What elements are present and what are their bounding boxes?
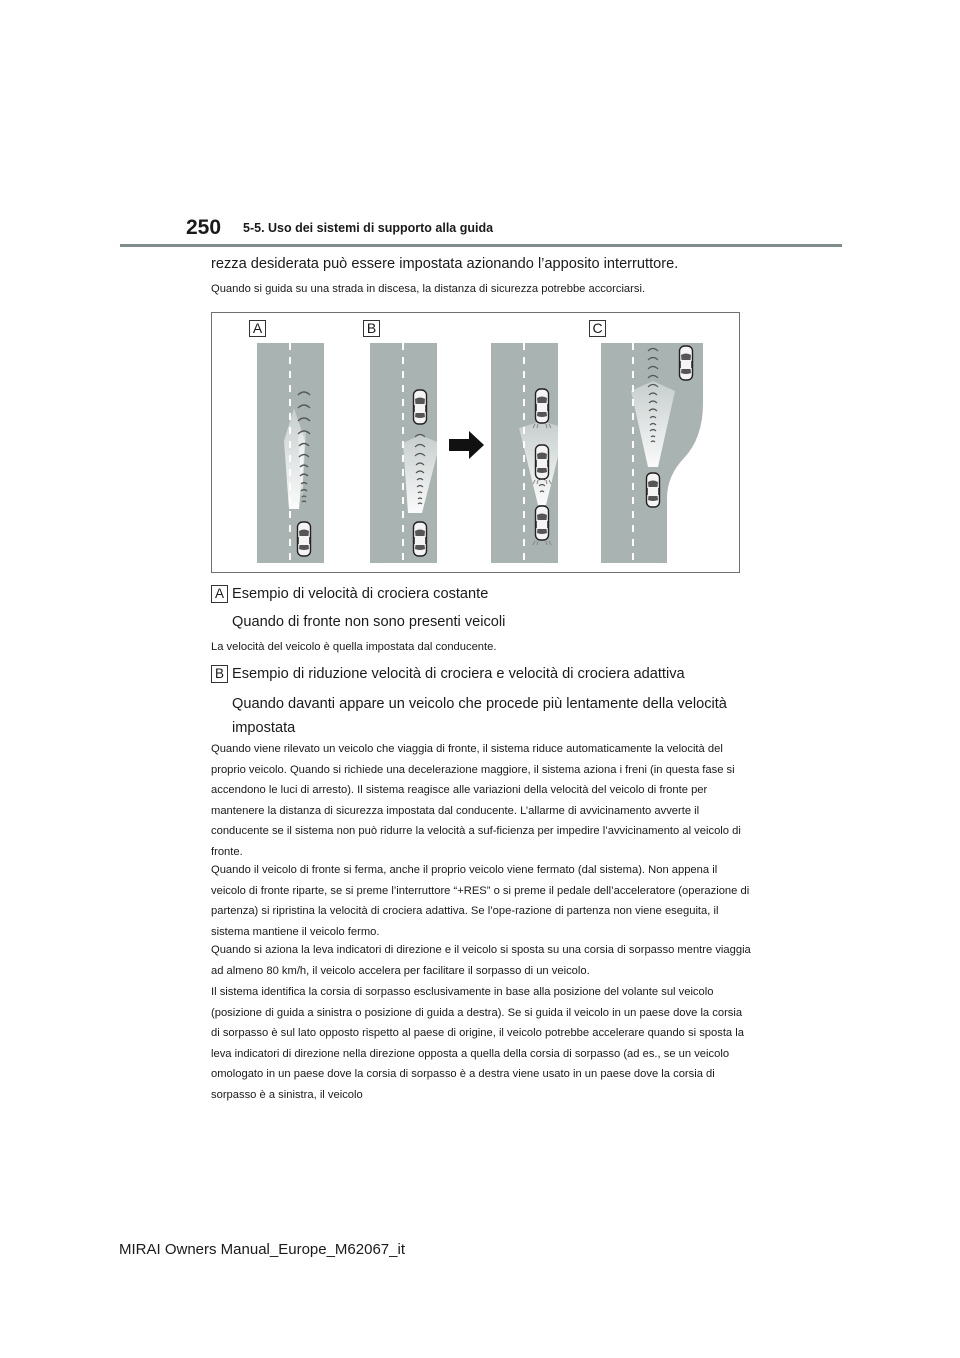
- lead-text: rezza desiderata può essere impostata azionando l’apposito interruttore.: [211, 256, 679, 272]
- figure-label-c: C: [589, 320, 606, 337]
- intro-note: Quando si guida su una strada in discesa, la distanza di sicurezza potrebbe accorciarsi.: [211, 283, 646, 295]
- section-a-label: A: [211, 585, 228, 603]
- section-a-body: La velocità del veicolo è quella impostata dal conducente.: [211, 641, 497, 653]
- section-a-subtitle: Quando di fronte non sono presenti veicoli: [232, 614, 506, 630]
- section-b-subtitle: Quando davanti appare un veicolo che procede più lentamente della velocità impostata: [232, 696, 727, 736]
- cruise-control-figure: [211, 312, 740, 573]
- footer-text: MIRAI Owners Manual_Europe_M62067_it: [119, 1241, 405, 1258]
- section-b-paragraph-1: Quando viene rilevato un veicolo che viaggia di fronte, il sistema riduce automaticamente la velocità del proprio veicolo. Quando si richiede una decelerazione maggiore, il sistema aziona i freni (in questa fase si accendono le luci di arresto). Il sistema reagisce alle variazioni della velocità del veicolo di fronte per mantenere la distanza di sicurezza impostata dal conducente. L’allarme di avvicinamento avverte il conducente se il sistema non può ridurre la velocità a suf-ficienza per impedire l’avvicinamento al veicolo di fronte.: [211, 743, 741, 858]
- figure-label-a: A: [249, 320, 266, 337]
- figure-label-b: B: [363, 320, 380, 337]
- section-b-paragraph-3: Quando si aziona la leva indicatori di direzione e il veicolo si sposta su una corsia di sorpasso mentre viaggia ad almeno 80 km/h, il veicolo accelera per facilitare il sorpasso di un veicolo.: [211, 944, 751, 977]
- own-car-c: [647, 473, 660, 507]
- section-b-title: Esempio di riduzione velocità di crociera e velocità di crociera adattiva: [232, 666, 685, 682]
- lead-car-b: [414, 390, 427, 424]
- section-b-paragraph-2: Quando il veicolo di fronte si ferma, anche il proprio veicolo viene fermato (dal sistema). Non appena il veicolo di fronte riparte, se si preme l’interruttore “+RES” o si preme il pedale dell’acceleratore (operazione di partenza) si ripristina la velocità di crociera adattiva. Se l’ope-razione di partenza non viene eseguita, il sistema mantiene il veicolo fermo.: [211, 864, 750, 938]
- section-title: 5-5. Uso dei sistemi di supporto alla guida: [243, 221, 494, 235]
- page-number: 250: [186, 216, 222, 239]
- section-a-title: Esempio di velocità di crociera costante: [232, 586, 489, 602]
- lead-car-b2: [536, 389, 549, 423]
- header-rule: [120, 244, 842, 247]
- transition-arrow: [449, 431, 484, 459]
- figure-illustration: [212, 313, 739, 572]
- own-car-a: [298, 522, 311, 556]
- lead-car-c: [680, 346, 693, 380]
- own-car-b2: [536, 506, 549, 540]
- section-b-paragraph-4: Il sistema identifica la corsia di sorpasso esclusivamente in base alla posizione del volante sul veicolo (posizione di guida a sinistra o posizione di guida a destra). Se si guida il veicolo in un paese dove la corsia di sorpasso è sul lato opposto rispetto al paese di origine, il veicolo potrebbe accelerare quando si sposta la leva indicatori di direzione nella direzione opposta a quella della corsia di sorpasso (ad es., se un veicolo omologato in un paese dove la corsia di sorpasso è a destra viene usato in un paese dove la corsia di sorpasso è a sinistra, il veicolo: [211, 986, 744, 1101]
- own-car-b: [414, 522, 427, 556]
- middle-car-b2: [536, 445, 549, 479]
- section-b-label: B: [211, 665, 228, 683]
